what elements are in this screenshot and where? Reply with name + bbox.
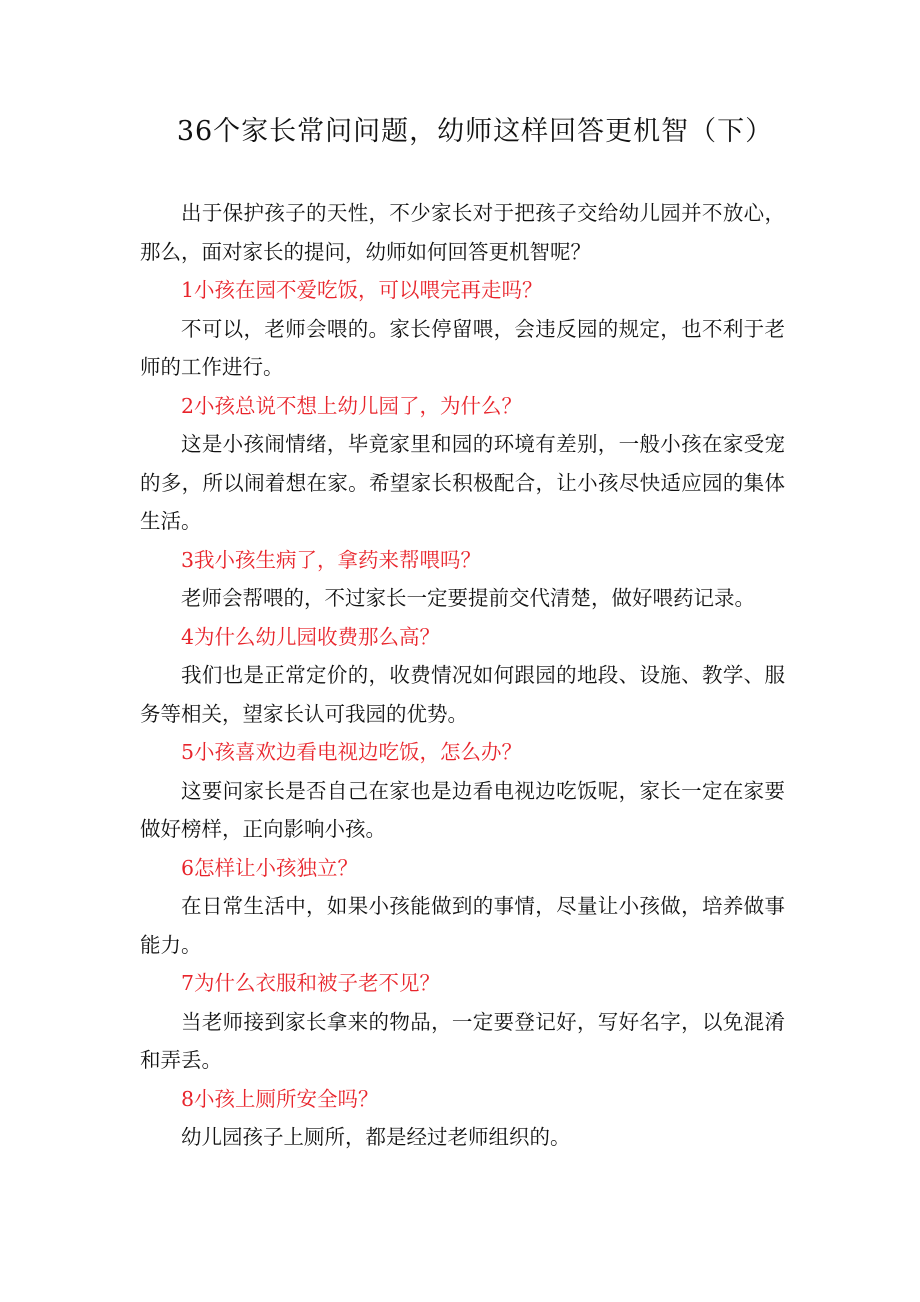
answer-2: 这是小孩闹情绪，毕竟家里和园的环境有差别，一般小孩在家受宠的多，所以闹着想在家。希望家长积极配合，让小孩尽快适应园的集体生活。 [140,432,785,533]
document-title: 36个家长常问问题，幼师这样回答更机智（下） [176,116,774,147]
answer-7: 当老师接到家长拿来的物品，一定要登记好，写好名字，以免混淆和弄丢。 [140,1009,785,1072]
answer-1: 不可以，老师会喂的。家长停留喂，会违反园的规定，也不利于老师的工作进行。 [140,316,785,379]
question-3: 3我小孩生病了，拿药来帮喂吗？ [181,547,482,572]
answer-6: 在日常生活中，如果小孩能做到的事情，尽量让小孩做，培养做事能力。 [140,894,785,957]
answer-3: 老师会帮喂的，不过家长一定要提前交代清楚，做好喂药记录。 [181,586,755,610]
question-7: 7为什么衣服和被子老不见？ [181,971,441,995]
question-2: 2小孩总说不想上幼儿园了，为什么？ [181,393,523,418]
answer-5: 这要问家长是否自己在家也是边看电视边吃饭呢，家长一定在家要做好榜样，正向影响小孩。 [140,778,785,841]
question-1: 1小孩在园不爱吃饭，可以喂完再走吗？ [181,278,543,302]
document-body [140,194,785,1157]
question-8: 8小孩上厕所安全吗？ [181,1086,379,1111]
intro-paragraph: 出于保护孩子的天性，不少家长对于把孩子交给幼儿园并不放心，那么，面对家长的提问，幼师如何回答更机智呢？ [140,201,785,264]
question-6: 6怎样让小孩独立？ [181,855,359,880]
answer-4: 我们也是正常定价的，收费情况如何跟园的地段、设施、教学、服务等相关，望家长认可我园的优势。 [140,663,785,726]
question-5: 5小孩喜欢边看电视边吃饭，怎么办？ [181,740,523,764]
question-4: 4为什么幼儿园收费那么高？ [181,624,441,649]
answer-8: 幼儿园孩子上厕所，都是经过老师组织的。 [181,1125,571,1149]
